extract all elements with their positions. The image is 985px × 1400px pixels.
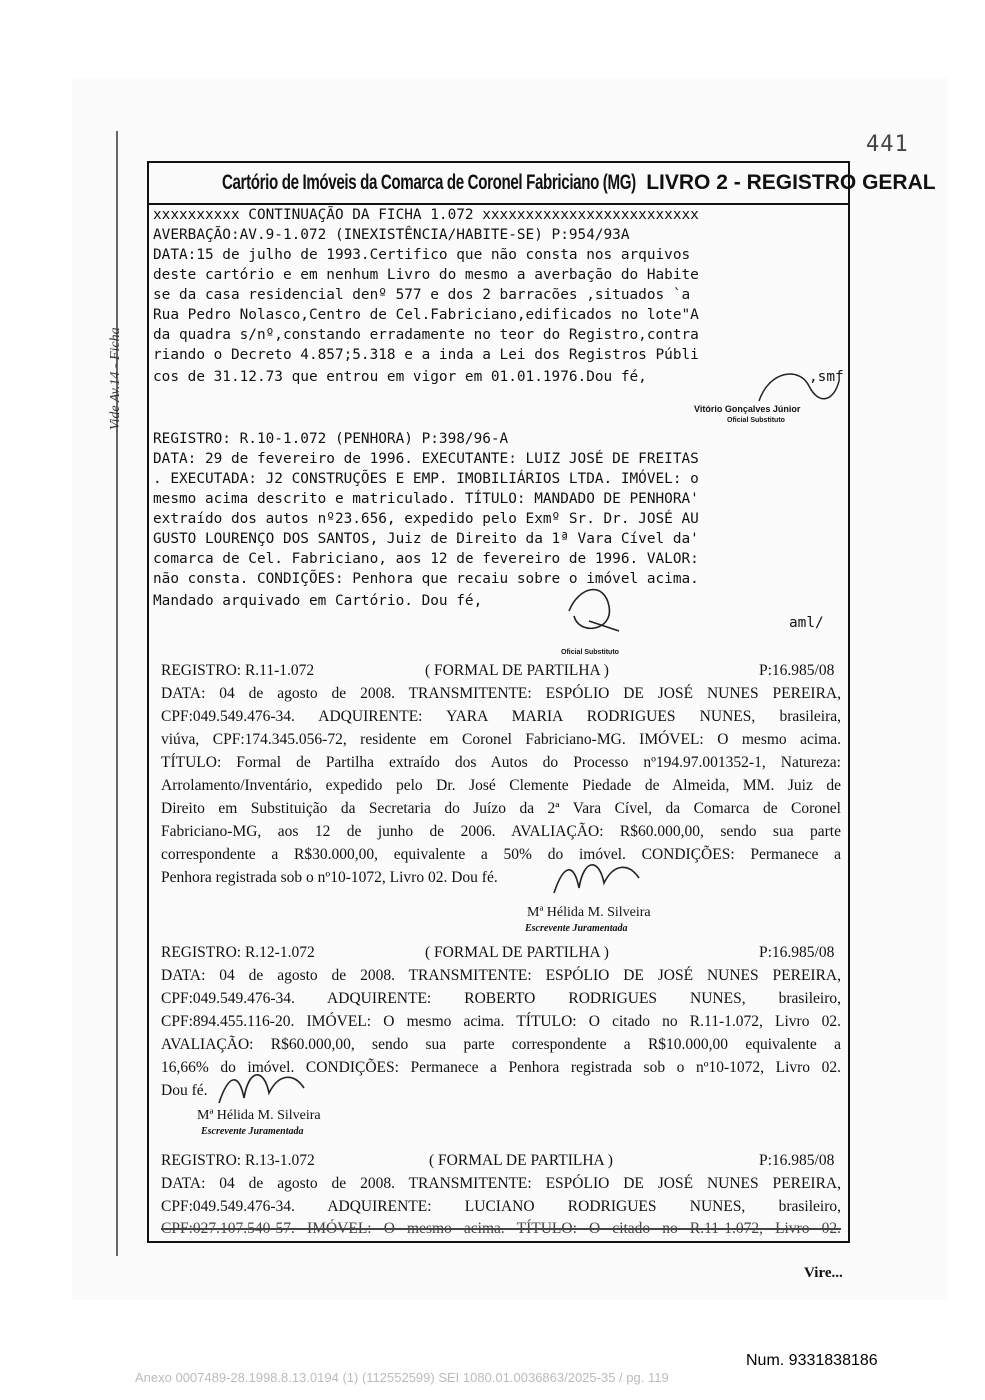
av9-line: da quadra s/nº,constando erradamente no teor do Registro,contra xyxy=(153,327,699,343)
r11-p: P:16.985/08 xyxy=(759,662,835,679)
r12-p: P:16.985/08 xyxy=(759,944,835,961)
r10-line: não consta. CONDIÇÕES: Penhora que recaiu sobre o imóvel acima. xyxy=(153,571,699,587)
r10-line: REGISTRO: R.10-1.072 (PENHORA) P:398/96-A xyxy=(153,431,509,447)
r13-struck-line: CPF:027.107.540-57. IMÓVEL: O mesmo acima. TÍTULO: O citado no R.11-1.072, Livro 02. xyxy=(161,1220,841,1237)
r10-line: DATA: 29 de fevereiro de 1996. EXECUTANTE: LUIZ JOSÉ DE FREITAS xyxy=(153,451,699,467)
sheet-header xyxy=(149,163,936,205)
r11-line: CPF:049.549.476-34. ADQUIRENTE: YARA MARIA RODRIGUES NUNES, brasileira, xyxy=(161,708,841,725)
margin-bracket xyxy=(116,131,118,1256)
r13-line: DATA: 04 de agosto de 2008. TRANSMITENTE: ESPÓLIO DE JOSÉ NUNES PEREIRA, xyxy=(161,1175,841,1192)
av9-line: DATA:15 de julho de 1993.Certifico que não consta nos arquivos xyxy=(153,247,691,263)
av9-initials: ,smf xyxy=(809,369,844,385)
r11-line: Arrolamento/Inventário, expedido pelo Dr. José Clemente Piedade de Almeida, MM. Juiz de xyxy=(161,777,841,794)
r12-line: CPF:894.455.116-20. IMÓVEL: O mesmo acima. TÍTULO: O citado no R.11-1.072, Livro 02. xyxy=(161,1013,841,1030)
turn-page-note: Vire... xyxy=(804,1265,843,1281)
r12-reg: REGISTRO: R.12-1.072 xyxy=(161,944,315,961)
r10-line: . EXECUTADA: J2 CONSTRUÇÕES E EMP. IMOBILIÁRIOS LTDA. IMÓVEL: o xyxy=(153,471,699,487)
av9-signature-name: Vitório Gonçalves Júnior xyxy=(694,404,801,414)
r10-line: extraído dos autos nº23.656, expedido pelo Exmº Sr. Dr. JOSÉ AU xyxy=(153,511,699,527)
r12-line: 16,66% do imóvel. CONDIÇÕES: Permanece a Penhora registrada sob o nº10-1072, Livro 02. xyxy=(161,1059,841,1076)
r12-signature-title: Escrevente Juramentada xyxy=(201,1126,304,1137)
r13-p: P:16.985/08 xyxy=(759,1152,835,1169)
annex-reference: Anexo 0007489-28.1998.8.13.0194 (1) (112552599) SEI 1080.01.0036863/2025-35 / pg. 119 xyxy=(135,1370,669,1385)
av9-line: Rua Pedro Nolasco,Centro de Cel.Fabriciano,edificados no lote"A xyxy=(153,307,699,323)
r11-signature-name: Mª Hélida M. Silveira xyxy=(527,905,651,920)
r11-line: Direito em Substituição da Secretaria do Juízo da 2ª Vara Cível, da Comarca de Coronel xyxy=(161,800,841,817)
r11-reg: REGISTRO: R.11-1.072 xyxy=(161,662,315,679)
av9-line: riando o Decreto 4.857;5.318 e a inda a Lei dos Registros Públi xyxy=(153,347,699,363)
r10-line: Mandado arquivado em Cartório. Dou fé, xyxy=(153,593,483,609)
r11-line: viúva, CPF:174.345.056-72, residente em Coronel Fabriciano-MG. IMÓVEL: O mesmo acima. xyxy=(161,731,841,748)
r11-type: ( FORMAL DE PARTILHA ) xyxy=(425,662,609,679)
registry-office-title: Cartório de Imóveis da Comarca de Coronel Fabriciano (MG) xyxy=(222,171,637,194)
r10-line: GUSTO LOURENÇO DOS SANTOS, Juiz de Direito da 1ª Vara Cível da' xyxy=(153,531,699,547)
r12-last-line: Dou fé. xyxy=(161,1082,208,1099)
page-number: 441 xyxy=(866,132,909,157)
r11-signature-scribble xyxy=(544,853,654,908)
r12-signature-name: Mª Hélida M. Silveira xyxy=(197,1108,321,1123)
r10-line: mesmo acima descrito e matriculado. TÍTULO: MANDADO DE PENHORA' xyxy=(153,491,699,507)
margin-note: Vide Av.14 - Ficha xyxy=(108,327,123,430)
r13-type: ( FORMAL DE PARTILHA ) xyxy=(429,1152,613,1169)
r12-line: CPF:049.549.476-34. ADQUIRENTE: ROBERTO RODRIGUES NUNES, brasileiro, xyxy=(161,990,841,1007)
r10-signature-scribble xyxy=(549,581,669,641)
r10-signature-title: Oficial Substituto xyxy=(561,649,619,656)
av9-line: se da casa residencial denº 577 e dos 2 barracões ,situados `a xyxy=(153,287,691,303)
r13-reg: REGISTRO: R.13-1.072 xyxy=(161,1152,315,1169)
r10-initials: aml/ xyxy=(789,615,824,631)
r13-line: CPF:049.549.476-34. ADQUIRENTE: LUCIANO RODRIGUES NUNES, brasileiro, xyxy=(161,1198,841,1215)
av9-line: AVERBAÇÃO:AV.9-1.072 (INEXISTÊNCIA/HABITE-SE) P:954/93A xyxy=(153,227,630,243)
av9-line: xxxxxxxxxx CONTINUAÇÃO DA FICHA 1.072 xxxxxxxxxxxxxxxxxxxxxxxxx xyxy=(153,207,699,223)
r11-line: correspondente a R$30.000,00, equivalente a 50% do imóvel. CONDIÇÕES: Permanece a xyxy=(161,846,841,863)
r12-line: DATA: 04 de agosto de 2008. TRANSMITENTE: ESPÓLIO DE JOSÉ NUNES PEREIRA, xyxy=(161,967,841,984)
r11-line: TÍTULO: Formal de Partilha extraído dos Autos do Processo nº194.97.001352-1, Natureza: xyxy=(161,754,841,771)
r11-line: Fabriciano-MG, aos 12 de junho de 2006. AVALIAÇÃO: R$60.000,00, sendo sua parte xyxy=(161,823,841,840)
r11-last-line: Penhora registrada sob o nº10-1072, Livro 02. Dou fé. xyxy=(161,869,498,886)
registry-sheet xyxy=(147,161,936,1243)
r10-line: comarca de Cel. Fabriciano, aos 12 de fevereiro de 1996. VALOR: xyxy=(153,551,699,567)
r12-line: AVALIAÇÃO: R$60.000,00, sendo sua parte correspondente a R$10.000,00 equivalente a xyxy=(161,1036,841,1053)
av9-signature-title: Oficial Substituto xyxy=(727,417,785,424)
document-number: Num. 9331838186 xyxy=(746,1352,878,1369)
av9-line: cos de 31.12.73 que entrou em vigor em 01.01.1976.Dou fé, xyxy=(153,369,647,385)
book-title: LIVRO 2 - REGISTRO GERAL xyxy=(646,171,936,194)
av9-line: deste cartório e em nenhum Livro do mesmo a averbação do Habite xyxy=(153,267,699,283)
r12-type: ( FORMAL DE PARTILHA ) xyxy=(425,944,609,961)
r11-signature-title: Escrevente Juramentada xyxy=(525,923,628,934)
r11-line: DATA: 04 de agosto de 2008. TRANSMITENTE: ESPÓLIO DE JOSÉ NUNES PEREIRA, xyxy=(161,685,841,702)
